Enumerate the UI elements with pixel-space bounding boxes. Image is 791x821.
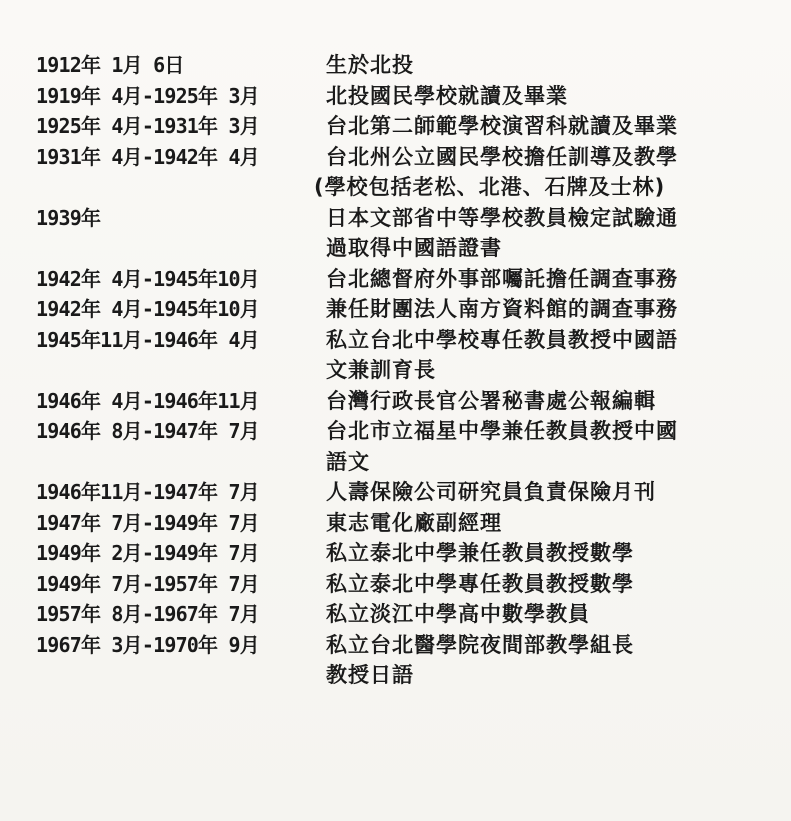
description-line: 台北市立福星中學兼任教員教授中國 xyxy=(326,419,678,443)
entry-date: 1967年 3月-1970年 9月 xyxy=(36,632,259,657)
timeline-entry xyxy=(36,630,766,691)
timeline-entry xyxy=(36,111,766,142)
timeline-entry xyxy=(36,203,766,264)
entry-description xyxy=(326,599,766,630)
entry-date: 1947年 7月-1949年 7月 xyxy=(36,510,259,535)
description-line: 私立台北中學校專任教員教授中國語 xyxy=(326,327,678,352)
entry-description xyxy=(326,386,766,417)
entry-date: 1945年11月-1946年 4月 xyxy=(36,327,259,352)
description-line: (學校包括老松、北港、石牌及士林) xyxy=(314,175,666,199)
entry-date: 1919年 4月-1925年 3月 xyxy=(36,83,259,108)
timeline-entry xyxy=(36,294,766,325)
timeline-entry xyxy=(36,569,766,600)
timeline-entry xyxy=(36,386,766,417)
description-line: 台北第二師範學校演習科就讀及畢業 xyxy=(326,114,678,138)
entry-description xyxy=(326,630,766,691)
entry-description xyxy=(326,50,766,81)
description-line: 人壽保險公司研究員負責保險月刊 xyxy=(326,480,656,504)
description-line: 東志電化廠副經理 xyxy=(326,510,502,535)
timeline-entry xyxy=(36,508,766,539)
entry-date: 1942年 4月-1945年10月 xyxy=(36,297,259,321)
description-line: 文兼訓育長 xyxy=(326,358,436,382)
description-line: 私立泰北中學專任教員教授數學 xyxy=(326,571,634,596)
entry-description xyxy=(326,508,766,539)
entry-date: 1931年 4月-1942年 4月 xyxy=(36,144,259,169)
description-line: 生於北投 xyxy=(326,53,414,77)
description-line: 兼任財團法人南方資料館的調查事務 xyxy=(326,297,678,321)
description-line: 台灣行政長官公署秘書處公報編輯 xyxy=(326,388,656,413)
entry-date: 1949年 7月-1957年 7月 xyxy=(36,571,259,596)
entry-date: 1912年 1月 6日 xyxy=(36,53,184,77)
entry-description xyxy=(314,142,766,203)
entry-description xyxy=(326,203,766,264)
timeline-entry xyxy=(36,477,766,508)
entry-description xyxy=(326,264,766,295)
entry-description xyxy=(326,81,766,112)
entry-description xyxy=(326,325,766,386)
entry-date: 1957年 8月-1967年 7月 xyxy=(36,602,259,626)
description-line: 語文 xyxy=(326,449,370,474)
description-line: 過取得中國語證書 xyxy=(326,236,502,260)
timeline-entry xyxy=(36,325,766,386)
entry-date: 1942年 4月-1945年10月 xyxy=(36,266,259,291)
description-line: 教授日語 xyxy=(326,663,414,687)
entry-date: 1925年 4月-1931年 3月 xyxy=(36,114,259,138)
description-line: 私立台北醫學院夜間部教學組長 xyxy=(326,632,634,657)
timeline-entry xyxy=(36,599,766,630)
description-line: 台北總督府外事部囑託擔任調查事務 xyxy=(326,266,678,291)
description-line: 私立淡江中學高中數學教員 xyxy=(326,602,590,626)
timeline-entry xyxy=(36,538,766,569)
timeline-entry xyxy=(36,81,766,112)
entry-description xyxy=(326,477,766,508)
timeline-entry xyxy=(36,264,766,295)
description-line: 北投國民學校就讀及畢業 xyxy=(326,83,568,108)
description-line: 私立泰北中學兼任教員教授數學 xyxy=(326,541,634,565)
description-line: 台北州公立國民學校擔任訓導及教學 xyxy=(326,144,678,169)
timeline-entry xyxy=(36,142,766,203)
career-timeline xyxy=(36,50,766,691)
entry-date: 1939年 xyxy=(36,205,101,230)
entry-description xyxy=(326,569,766,600)
entry-description xyxy=(326,111,766,142)
entry-date: 1946年 8月-1947年 7月 xyxy=(36,419,259,443)
timeline-entry xyxy=(36,50,766,81)
entry-description xyxy=(326,294,766,325)
entry-date: 1946年11月-1947年 7月 xyxy=(36,480,259,504)
entry-date: 1949年 2月-1949年 7月 xyxy=(36,541,259,565)
entry-date: 1946年 4月-1946年11月 xyxy=(36,388,259,413)
description-line: 日本文部省中等學校教員檢定試驗通 xyxy=(326,205,678,230)
entry-description xyxy=(326,538,766,569)
timeline-entry xyxy=(36,416,766,477)
entry-description xyxy=(326,416,766,477)
